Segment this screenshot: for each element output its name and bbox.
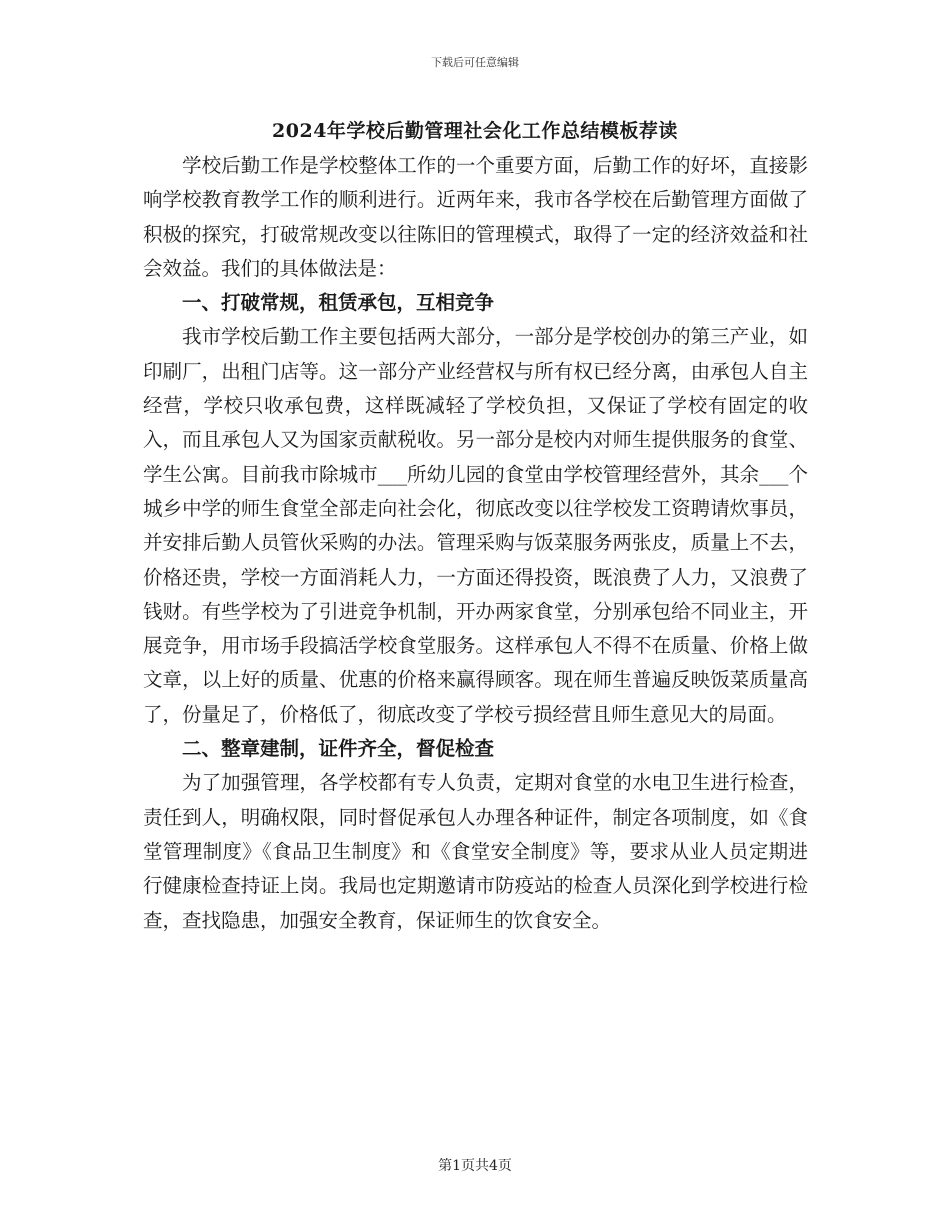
section-2-heading: 二、整章建制，证件齐全，督促检查: [182, 737, 495, 761]
header-note: 下载后可任意编辑: [431, 56, 519, 69]
document-body: [143, 149, 808, 938]
section-1-heading: 一、打破常规，租赁承包，互相竞争: [182, 291, 495, 315]
page-footer: 第1页共4页: [438, 1158, 512, 1174]
intro-paragraph: 学校后勤工作是学校整体工作的一个重要方面，后勤工作的好坏，直接影响学校教育教学工作的顺利进行。近两年来，我市各学校在后勤管理方面做了积极的探究，打破常规改变以往陈旧的管理模式，取得了一定的经济效益和社会效益。我们的具体做法是：: [143, 154, 808, 280]
document-title: 2024年学校后勤管理社会化工作总结模板荐读: [272, 120, 678, 142]
section-2-paragraph: 为了加强管理，各学校都有专人负责，定期对食堂的水电卫生进行检查，责任到人，明确权限，同时督促承包人办理各种证件，制定各项制度，如《食堂管理制度》《食品卫生制度》和《食堂安全制度》等，要求从业人员定期进行健康检查持证上岗。我局也定期邀请市防疫站的检查人员深化到学校进行检查，查找隐患，加强安全教育，保证师生的饮食安全。: [143, 771, 808, 932]
section-1-paragraph: 我市学校后勤工作主要包括两大部分，一部分是学校创办的第三产业，如印刷厂，出租门店等。这一部分产业经营权与所有权已经分离，由承包人自主经营，学校只收承包费，这样既减轻了学校负担，又保证了学校有固定的收入，而且承包人又为国家贡献税收。另一部分是校内对师生提供服务的食堂、学生公寓。目前我市除城市___所幼儿园的食堂由学校管理经营外，其余___个城乡中学的师生食堂全部走向社会化，彻底改变以往学校发工资聘请炊事员，并安排后勤人员管伙采购的办法。管理采购与饭菜服务两张皮，质量上不去，价格还贵，学校一方面消耗人力，一方面还得投资，既浪费了人力，又浪费了钱财。有些学校为了引进竞争机制，开办两家食堂，分别承包给不同业主，开展竞争，用市场手段搞活学校食堂服务。这样承包人不得不在质量、价格上做文章，以上好的质量、优惠的价格来赢得顾客。现在师生普遍反映饭菜质量高了，份量足了，价格低了，彻底改变了学校亏损经营且师生意见大的局面。: [143, 325, 808, 726]
